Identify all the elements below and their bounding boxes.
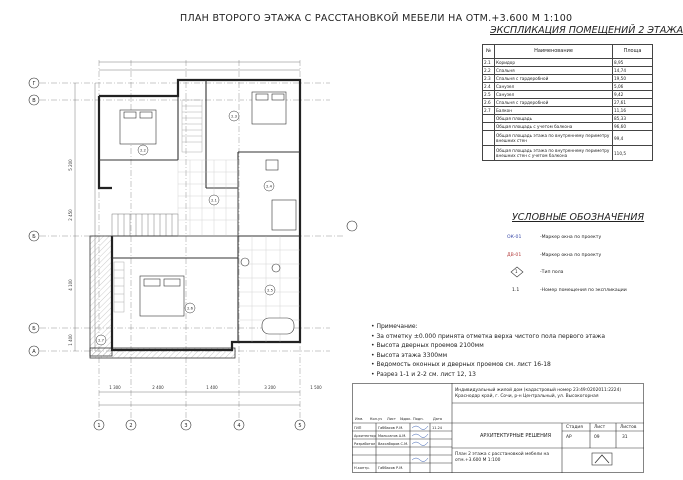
- signer-name: Габбасов Р.М.: [378, 426, 404, 430]
- axis-label-g: Г: [32, 81, 36, 87]
- toilet: [272, 264, 280, 272]
- signer-role: Н.контр.: [354, 466, 370, 470]
- note-item: • За отметку ±0.000 принята отметка верха чистого пола первого этажа: [371, 332, 606, 340]
- dim-bottom-4: 3 200: [264, 385, 276, 390]
- staircase: [112, 214, 178, 236]
- stamp-col-izm: Изм.: [355, 417, 364, 421]
- table-row: 2.1 Коридор 8,95: [483, 59, 653, 67]
- company-logo: [592, 453, 612, 465]
- legend-text-window: -Маркер окна по проекту: [540, 235, 602, 240]
- axis-label-2: 2: [129, 423, 133, 429]
- axis-bubbles: [29, 78, 357, 430]
- dim-left-4: 1 400: [68, 334, 73, 346]
- dim-bottom-5: 1 500: [310, 385, 322, 390]
- shower: [272, 200, 296, 230]
- legend-text-door: -Маркер окна по проекту: [540, 253, 602, 258]
- tag-2-5: 2.5: [267, 288, 273, 293]
- sink: [241, 258, 249, 266]
- legend-symbol-room: 1.1: [512, 288, 520, 293]
- axis-label-b1: Б: [32, 234, 36, 240]
- col-area: Площа: [613, 45, 653, 59]
- armchair: [266, 160, 278, 170]
- explication-title: ЭКСПЛИКАЦИЯ ПОМЕЩЕНИЙ 2 ЭТАЖА: [490, 25, 683, 36]
- signatures: [412, 426, 428, 462]
- dim-bottom-3: 1 400: [206, 385, 218, 390]
- table-total-row: Общая площадь этажа по внутреннему периметру внешних стен с учетом балкона 110,5: [483, 146, 653, 161]
- note-item: • Высота дверных проемов 2100мм: [371, 342, 484, 349]
- axis-label-v: В: [32, 98, 36, 104]
- room-tags: [96, 111, 275, 345]
- stamp-date: 11.24: [432, 426, 443, 430]
- axis-label-4: 4: [237, 423, 241, 429]
- axis-label-a: А: [32, 349, 36, 355]
- table-row: 2.3 Спальня с гардеробной 19,50: [483, 75, 653, 83]
- stamp-stage-label: Стадия: [566, 425, 583, 430]
- tag-2-4: 2.4: [266, 184, 272, 189]
- table-header-row: [483, 45, 653, 59]
- corridor-tiles: [178, 160, 238, 236]
- stamp-sheet-label: Лист: [594, 425, 606, 430]
- dim-left-2: 2 450: [68, 209, 73, 221]
- signer-role: Разработал: [354, 442, 376, 446]
- dim-left-3: 4 100: [68, 279, 73, 291]
- stamp-section: АРХИТЕКТУРНЫЕ РЕШЕНИЯ: [480, 433, 552, 439]
- note-item: • Разрез 1-1 и 2-2 см. лист 12, 13: [371, 370, 476, 378]
- stamp-stage: АР: [566, 435, 572, 440]
- stamp-col-kol: Кол.уч: [370, 417, 383, 421]
- stamp-col-date: Дата: [433, 417, 443, 421]
- stamp-col-doc: №док.: [400, 417, 412, 421]
- note-item: • Высота этажа 3300мм: [371, 351, 448, 359]
- legend-symbol-floor: 1: [515, 269, 518, 274]
- bathtub: [262, 318, 294, 334]
- note-item: • Ведомость оконных и дверных проемов см. лист 16-18: [371, 361, 551, 368]
- drawing-title: ПЛАН ВТОРОГО ЭТАЖА С РАССТАНОВКОЙ МЕБЕЛИ НА ОТМ.+3.600 М 1:100: [180, 13, 573, 24]
- signer-name: Мальсагов А.М.: [378, 434, 407, 438]
- dim-left-1: 5 200: [68, 159, 73, 171]
- stamp-sheet: 09: [594, 435, 600, 440]
- legend-title: УСЛОВНЫЕ ОБОЗНАЧЕНИЯ: [512, 212, 645, 223]
- legend-text-room: -Номер помещения по экспликации: [540, 288, 627, 293]
- tag-2-7: 2.7: [98, 338, 104, 343]
- tag-2-1: 2.1: [211, 198, 217, 203]
- axis-label-3: 3: [184, 423, 188, 429]
- table-row: 2.4 Санузел 5,06: [483, 83, 653, 91]
- col-name: Наименование: [495, 45, 613, 59]
- notes-heading: • Примечание:: [371, 323, 418, 330]
- legend-symbol-window: ОК-01: [507, 235, 522, 240]
- stamp-col-list: Лист: [387, 417, 396, 421]
- tag-2-6: 2.6: [187, 306, 193, 311]
- stamp-sheet-title: План 2 этажа с расстановкой мебели на отм.+3.600 М 1:100: [455, 452, 550, 463]
- tag-2-2: 2.2: [140, 148, 146, 153]
- signer-name: Вахсабаров С.М.: [378, 442, 409, 446]
- axis-label-b2: Б: [32, 326, 36, 332]
- explication-table: [482, 44, 653, 161]
- dim-bottom-2: 2 400: [152, 385, 164, 390]
- dim-bottom-1: 1 300: [109, 385, 121, 390]
- table-row: 2.6 Спальня с гардеробной 27,61: [483, 99, 653, 107]
- stamp-sheets: 31: [622, 435, 628, 440]
- axis-label-5: 5: [298, 423, 302, 429]
- table-row: 2.2 Спальня 14,74: [483, 67, 653, 75]
- stamp-sheets-label: Листов: [620, 425, 637, 430]
- notes-block: [371, 322, 605, 379]
- stamp-project: Индивидуальный жилой дом (кадастровый номер 23:49:0202011:2224) Краснодар край, г. Сочи, р-н Центральный, ул. Высокогорная: [455, 388, 622, 399]
- legend-symbol-door: ДВ-01: [507, 253, 522, 258]
- table-row: 2.7 Балкон 11,16: [483, 107, 653, 115]
- col-number: №: [483, 45, 495, 59]
- signer-role: Архитектор: [354, 434, 376, 438]
- table-total-row: Общая площадь 85,33: [483, 115, 653, 123]
- axis-label-1: 1: [97, 423, 101, 429]
- table-total-row: Общая площадь этажа по внутреннему периметру внешних стен 99,4: [483, 131, 653, 146]
- table-total-row: Общая площадь с учетом балкона 96,60: [483, 123, 653, 131]
- legend-text-floor: -Тип пола: [540, 270, 564, 275]
- tag-2-3: 2.3: [231, 114, 237, 119]
- furniture: [120, 92, 296, 334]
- stamp-col-podp: Подп.: [413, 417, 424, 421]
- table-row: 2.5 Санузел 9,42: [483, 91, 653, 99]
- signer-role: ГИП: [354, 426, 362, 430]
- signer-name: Габбасов Р.М.: [378, 466, 404, 470]
